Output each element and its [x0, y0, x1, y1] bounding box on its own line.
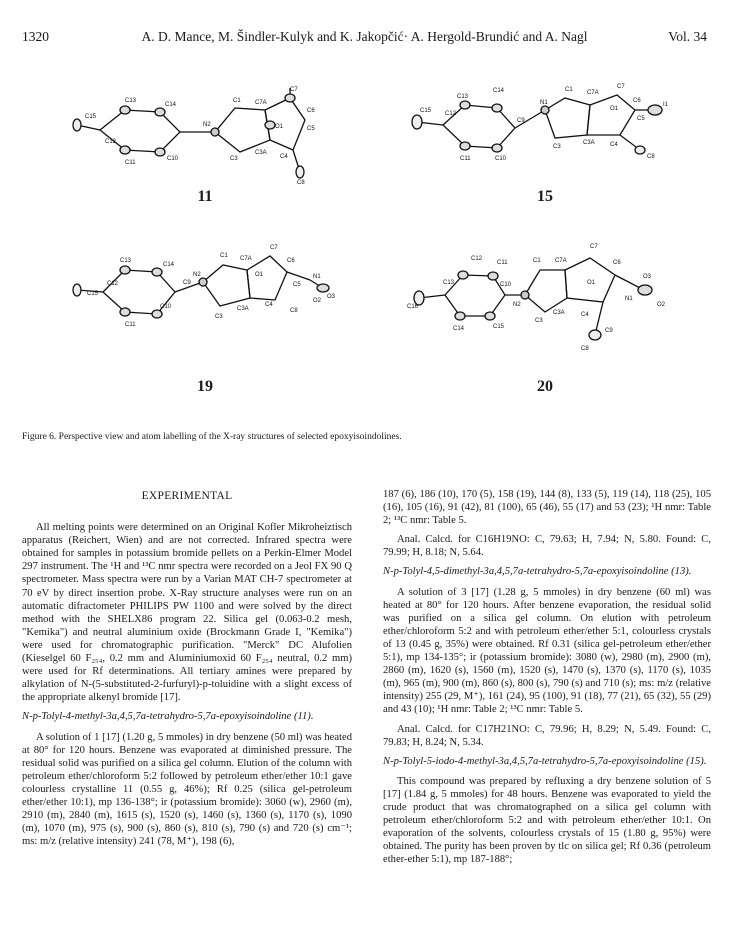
molecule-drawing — [405, 240, 685, 370]
structure-label: 15 — [537, 188, 553, 205]
structure-label: 19 — [197, 378, 213, 395]
svg-text:N2: N2 — [513, 302, 521, 308]
page-number: 1320 — [22, 29, 49, 44]
author-line: A. D. Mance, M. Šindler-Kulyk and K. Jakopčić· A. Hergold-Brundić and A. Nagl — [141, 29, 588, 44]
svg-text:C14: C14 — [165, 102, 177, 108]
svg-text:C10: C10 — [500, 282, 512, 288]
svg-text:C9: C9 — [517, 118, 525, 124]
svg-text:I1: I1 — [663, 102, 669, 108]
svg-text:C15: C15 — [85, 114, 97, 120]
svg-text:C9: C9 — [605, 328, 613, 334]
svg-text:C6: C6 — [287, 258, 295, 264]
running-header — [22, 29, 707, 49]
svg-text:O3: O3 — [643, 274, 652, 280]
svg-text:C7A: C7A — [587, 90, 599, 96]
svg-text:C1: C1 — [220, 253, 228, 259]
svg-text:C1: C1 — [533, 258, 541, 264]
svg-text:N2: N2 — [203, 122, 211, 128]
svg-text:C16: C16 — [407, 304, 419, 310]
svg-text:C15: C15 — [420, 108, 432, 114]
svg-text:C10: C10 — [495, 156, 507, 162]
svg-text:C12: C12 — [107, 281, 119, 287]
svg-text:C11: C11 — [125, 160, 136, 166]
molecule-drawing — [65, 240, 345, 350]
svg-text:C7: C7 — [617, 84, 625, 90]
svg-text:C12: C12 — [471, 256, 483, 262]
svg-text:O3: O3 — [327, 294, 336, 300]
svg-text:C14: C14 — [493, 88, 505, 94]
svg-text:N1: N1 — [625, 296, 633, 302]
volume-number: Vol. 34 — [668, 29, 707, 44]
svg-text:C7A: C7A — [255, 100, 267, 106]
svg-text:C13: C13 — [443, 280, 455, 286]
svg-text:C11: C11 — [460, 156, 471, 162]
svg-text:C13: C13 — [125, 98, 137, 104]
svg-text:N2: N2 — [193, 272, 201, 278]
svg-text:C13: C13 — [457, 94, 469, 100]
svg-text:C5: C5 — [637, 116, 645, 122]
svg-text:C4: C4 — [581, 312, 589, 318]
svg-text:C15: C15 — [493, 324, 505, 330]
svg-text:C6: C6 — [613, 260, 621, 266]
figure-caption: Figure 6. Perspective view and atom labelling of the X-ray structures of selected epoxyisoindolines. — [22, 432, 402, 442]
svg-text:C3A: C3A — [237, 306, 249, 312]
analysis-paragraph: Anal. Calcd. for C17H21NO: C, 79.96; H, 8.29; N, 5.49. Found: C, 79.83; H, 8.24; N, 5.34. — [383, 723, 711, 748]
svg-text:N1: N1 — [540, 100, 548, 106]
compound-heading: N-p-Tolyl-4,5-dimethyl-3a,4,5,7a-tetrahydro-5,7a-epoxyisoindoline (13). — [383, 566, 692, 578]
svg-text:C1: C1 — [233, 98, 241, 104]
svg-text:C7: C7 — [590, 244, 598, 250]
svg-text:C4: C4 — [280, 154, 288, 160]
svg-text:C4: C4 — [265, 302, 273, 308]
analysis-paragraph: Anal. Calcd. for C16H19NO: C, 79.63; H, 7.94; N, 5.80. Found: C, 79.99; H, 8.18; N, 5.64. — [383, 534, 711, 559]
svg-text:C12: C12 — [445, 111, 457, 117]
svg-text:C7A: C7A — [240, 256, 252, 262]
svg-text:C7: C7 — [270, 245, 278, 251]
svg-text:C6: C6 — [633, 98, 641, 104]
svg-text:C12: C12 — [105, 139, 117, 145]
paragraph: 187 (6), 186 (10), 170 (5), 158 (19), 144 (8), 133 (5), 119 (14), 118 (25), 105 (16), 105 (16), 91 (42), 81 (100), 65 (46), 55 (17) and 53 (23); ¹H nmr: Table 2; ¹³C nmr: Table 5. — [383, 489, 711, 527]
left-column — [22, 488, 352, 854]
svg-text:C3A: C3A — [583, 140, 595, 146]
paragraph: This compound was prepared by refluxing a dry benzene solution of 5 [17] (1.84 g, 5 mmoles) for 48 hours. Benzene was evaporated to yield the crude product that was chromatographed on a silica gel column with petroleum ether/chloroform 5:2 and with petroleum ether/ether 10:1. On evaporation of the solvents, colourless crystals of 15 (1.80 g, 95%) were obtained. The purity has been proven by tlc on silica gel; Rf 0.36 (petroleum ether-ether 5:1), mp 187-188°; — [383, 775, 711, 866]
svg-text:C10: C10 — [160, 304, 172, 310]
svg-text:C7: C7 — [290, 87, 298, 93]
svg-text:C4: C4 — [610, 142, 618, 148]
svg-text:C3: C3 — [553, 144, 561, 150]
svg-text:C8: C8 — [290, 308, 298, 314]
svg-text:C14: C14 — [163, 262, 175, 268]
svg-text:C8: C8 — [297, 180, 305, 186]
paragraph: A solution of 3 [17] (1.28 g, 5 mmoles) in dry benzene (60 ml) was heated at 80° for 120 hours. After benzene evaporation, the residual solid was purified on a silica gel column. On elution with petroleum ether/chloroform 5:2 and with petroleum ether/ether 5:1, colourless crystals of 13 (0.45 g, 35%) were obtained. Rf 0.31 (silica gel-petroleum ether/ether 5:1), mp 134-135°; ir (potassium bromide): 3080 (w), 2980 (m), 2900 (m), 2860 (m), 1620 (s), 1560 (m), 1520 (s), 1470 (s), 1370 (s), 1170 (s), 1035 (m), 965 (m), 900 (m), 860 (s), 800 (s), 790 (s) and 710 (s); ms: m/z (relative intensity) 255 (29, M⁺), 161 (24), 95 (100), 91 (18), 77 (21), 65 (32), 55 (29) and 43 (10); ¹H nmr: Table 2; ¹³C nmr: Table 5. — [383, 586, 711, 716]
svg-text:C7A: C7A — [555, 258, 567, 264]
structure-15 — [405, 80, 685, 210]
svg-text:C8: C8 — [647, 154, 655, 160]
svg-text:C3: C3 — [215, 314, 223, 320]
structure-label: 20 — [537, 378, 553, 395]
section-heading: EXPERIMENTAL — [141, 490, 233, 502]
svg-text:C5: C5 — [293, 282, 301, 288]
svg-text:C13: C13 — [120, 258, 132, 264]
structure-19 — [65, 240, 345, 400]
svg-text:C14: C14 — [453, 326, 465, 332]
structure-11 — [65, 80, 345, 210]
svg-text:C3A: C3A — [255, 150, 267, 156]
svg-text:C10: C10 — [167, 156, 179, 162]
svg-text:O2: O2 — [313, 298, 322, 304]
svg-text:C1: C1 — [565, 87, 573, 93]
svg-text:C3A: C3A — [553, 310, 565, 316]
svg-text:C6: C6 — [307, 108, 315, 114]
svg-text:C11: C11 — [125, 322, 136, 328]
svg-text:C9: C9 — [183, 280, 191, 286]
svg-text:O1: O1 — [610, 106, 619, 112]
svg-text:C8: C8 — [581, 346, 589, 352]
paragraph: A solution of 1 [17] (1.20 g, 5 mmoles) in dry benzene (50 ml) was heated at 80° for 120 hours. Benzene was evaporated at diminished pressure. The residual solid was purified on a silica gel column. Elution of the column with petroleum ether/chloroform 5:2 followed by petroleum ether/ether 10:1 gave colourless crystalline 11 (0.55 g, 46%); Rf 0.25 (silica gel-petroleum ether/ether 10:1), mp 136-138°; ir (potassium bromide): 3060 (w), 2960 (m), 2910 (m), 2840 (m), 1615 (s), 1520 (s), 1460 (s), 1360 (s), 1170 (s), 1090 (m), 1070 (m), 975 (s), 900 (s), 860 (s), 810 (s), 790 (s) and 720 (s) cm⁻¹; ms: m/z (relative intensity) 241 (78, M⁺), 198 (6), — [22, 731, 352, 848]
molecule-drawing — [65, 80, 345, 190]
structure-20 — [405, 240, 685, 400]
svg-text:O1: O1 — [255, 272, 264, 278]
svg-text:C15: C15 — [87, 291, 99, 297]
svg-text:C3: C3 — [230, 156, 238, 162]
svg-text:O1: O1 — [275, 124, 284, 130]
compound-heading: N-p-Tolyl-4-methyl-3a,4,5,7a-tetrahydro-5,7a-epoxyisoindoline (11). — [22, 711, 314, 723]
svg-text:O2: O2 — [657, 302, 666, 308]
svg-text:C5: C5 — [307, 126, 315, 132]
svg-text:O1: O1 — [587, 280, 596, 286]
compound-heading: N-p-Tolyl-5-iodo-4-methyl-3a,4,5,7a-tetrahydro-5,7a-epoxyisoindoline (15). — [383, 755, 707, 767]
svg-text:C11: C11 — [497, 260, 508, 266]
structure-label: 11 — [197, 188, 213, 205]
paragraph: All melting points were determined on an Original Kofler Mikroheiztisch apparatus (Reichert, Wien) and are not corrected. Infrared spectra were obtained for samples in potassium bromide pellets on a Perkin-Elmer Model 297 instrument. The ¹H and ¹³C nmr spectra were recorded on a Jeol FX 90 Q spectrometer. Mass spectra were run by a Varian MAT CH-7 spectrometer at 70 eV by direct insertion probe. X-Ray structure analyses were run on an automatic difractometer PHILIPS PW 1100 and were solved by the direct method with the SHELX86 program 22. Silica gel (0.063-0.2 mesh, "Kemika") and neutral aluminium oxide (Brockmann Grade I, "Kemika") were used for chromatographic purification. "Merck" DC Alufolien (Kieselgel 60 F₂₅₄, 0.2 mm and Aluminiumoxid 60 F₂₅₄ neutral, 0.2 mm) were used for Rf determinations. All tertiary amines were prepared by alkylation of N-(5-substituted-2-furfuryl)-p-toluidine with a slight excess of the appropriate alkenyl bromide [17]. — [22, 522, 352, 704]
svg-text:N1: N1 — [313, 274, 321, 280]
molecule-drawing — [405, 80, 685, 190]
right-column — [383, 488, 711, 872]
svg-text:C3: C3 — [535, 318, 543, 324]
